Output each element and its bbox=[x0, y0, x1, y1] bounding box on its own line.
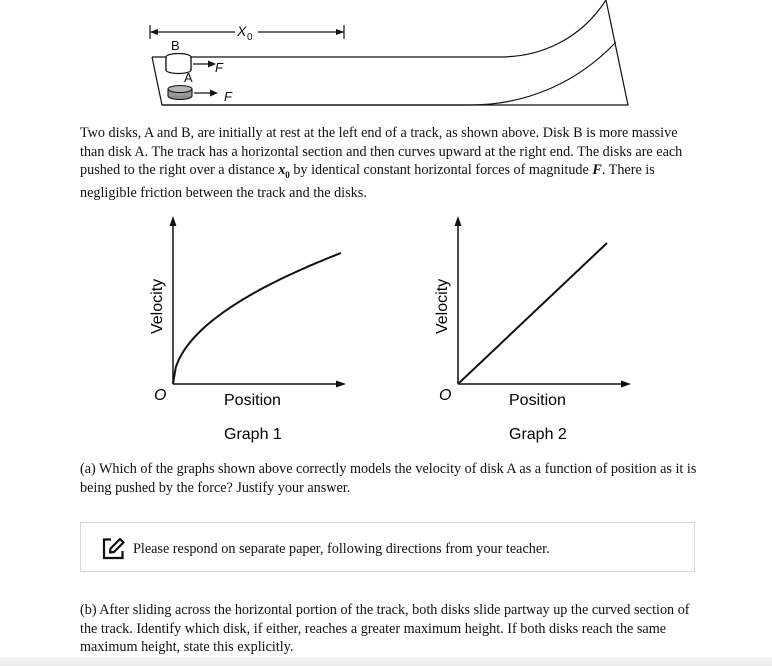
disk-a-label: A bbox=[184, 70, 193, 85]
edit-icon bbox=[101, 537, 125, 561]
graph-2-origin: O bbox=[439, 387, 452, 404]
graph-2-xlabel: Position bbox=[509, 392, 566, 409]
graph-1-origin: O bbox=[154, 387, 167, 404]
intro-paragraph: Two disks, A and B, are initially at rest at the left end of a track, as shown above. Disk B is more massive than disk A. The track has a horizontal section and then curves upward at the right end. The disks are each pushed to the right over a distance $x_0$ by identical constant horizontal forces of magnitude F. There is negligible friction between the track and the disks. bbox=[80, 125, 683, 202]
force-label-a: F bbox=[224, 89, 232, 104]
graph-1-ylabel: Velocity bbox=[149, 278, 166, 334]
svg-text:0: 0 bbox=[247, 32, 253, 43]
graph-1-xlabel: Position bbox=[224, 392, 281, 409]
graph-2-ylabel: Velocity bbox=[434, 278, 451, 334]
force-label-b: F bbox=[215, 60, 223, 75]
disk-b-label: B bbox=[171, 38, 180, 53]
graph-1 bbox=[140, 210, 380, 450]
part-a-question: (a) Which of the graphs shown above correctly models the velocity of disk A as a function of position as it is being pushed by the force? Justify your answer. bbox=[80, 461, 697, 496]
response-box-text: Please respond on separate paper, following directions from your teacher. bbox=[133, 541, 550, 557]
x0-label: X bbox=[237, 23, 247, 39]
graph-1-curve bbox=[173, 253, 341, 384]
graph-2 bbox=[425, 210, 665, 450]
graph-2-line bbox=[458, 243, 607, 384]
response-box bbox=[80, 522, 695, 572]
track-figure bbox=[140, 0, 640, 115]
bottom-edge bbox=[0, 657, 772, 666]
graph-2-title: Graph 2 bbox=[509, 426, 567, 443]
graph-1-title: Graph 1 bbox=[224, 426, 282, 443]
track-top-surface bbox=[152, 0, 606, 57]
disk-a bbox=[168, 86, 192, 100]
part-b-question: (b) After sliding across the horizontal portion of the track, both disks slide partway up the curved section of the track. Identify which disk, if either, reaches a greater maximum height. If both disks reach the same maximum height, state this explicitly. bbox=[80, 602, 690, 655]
